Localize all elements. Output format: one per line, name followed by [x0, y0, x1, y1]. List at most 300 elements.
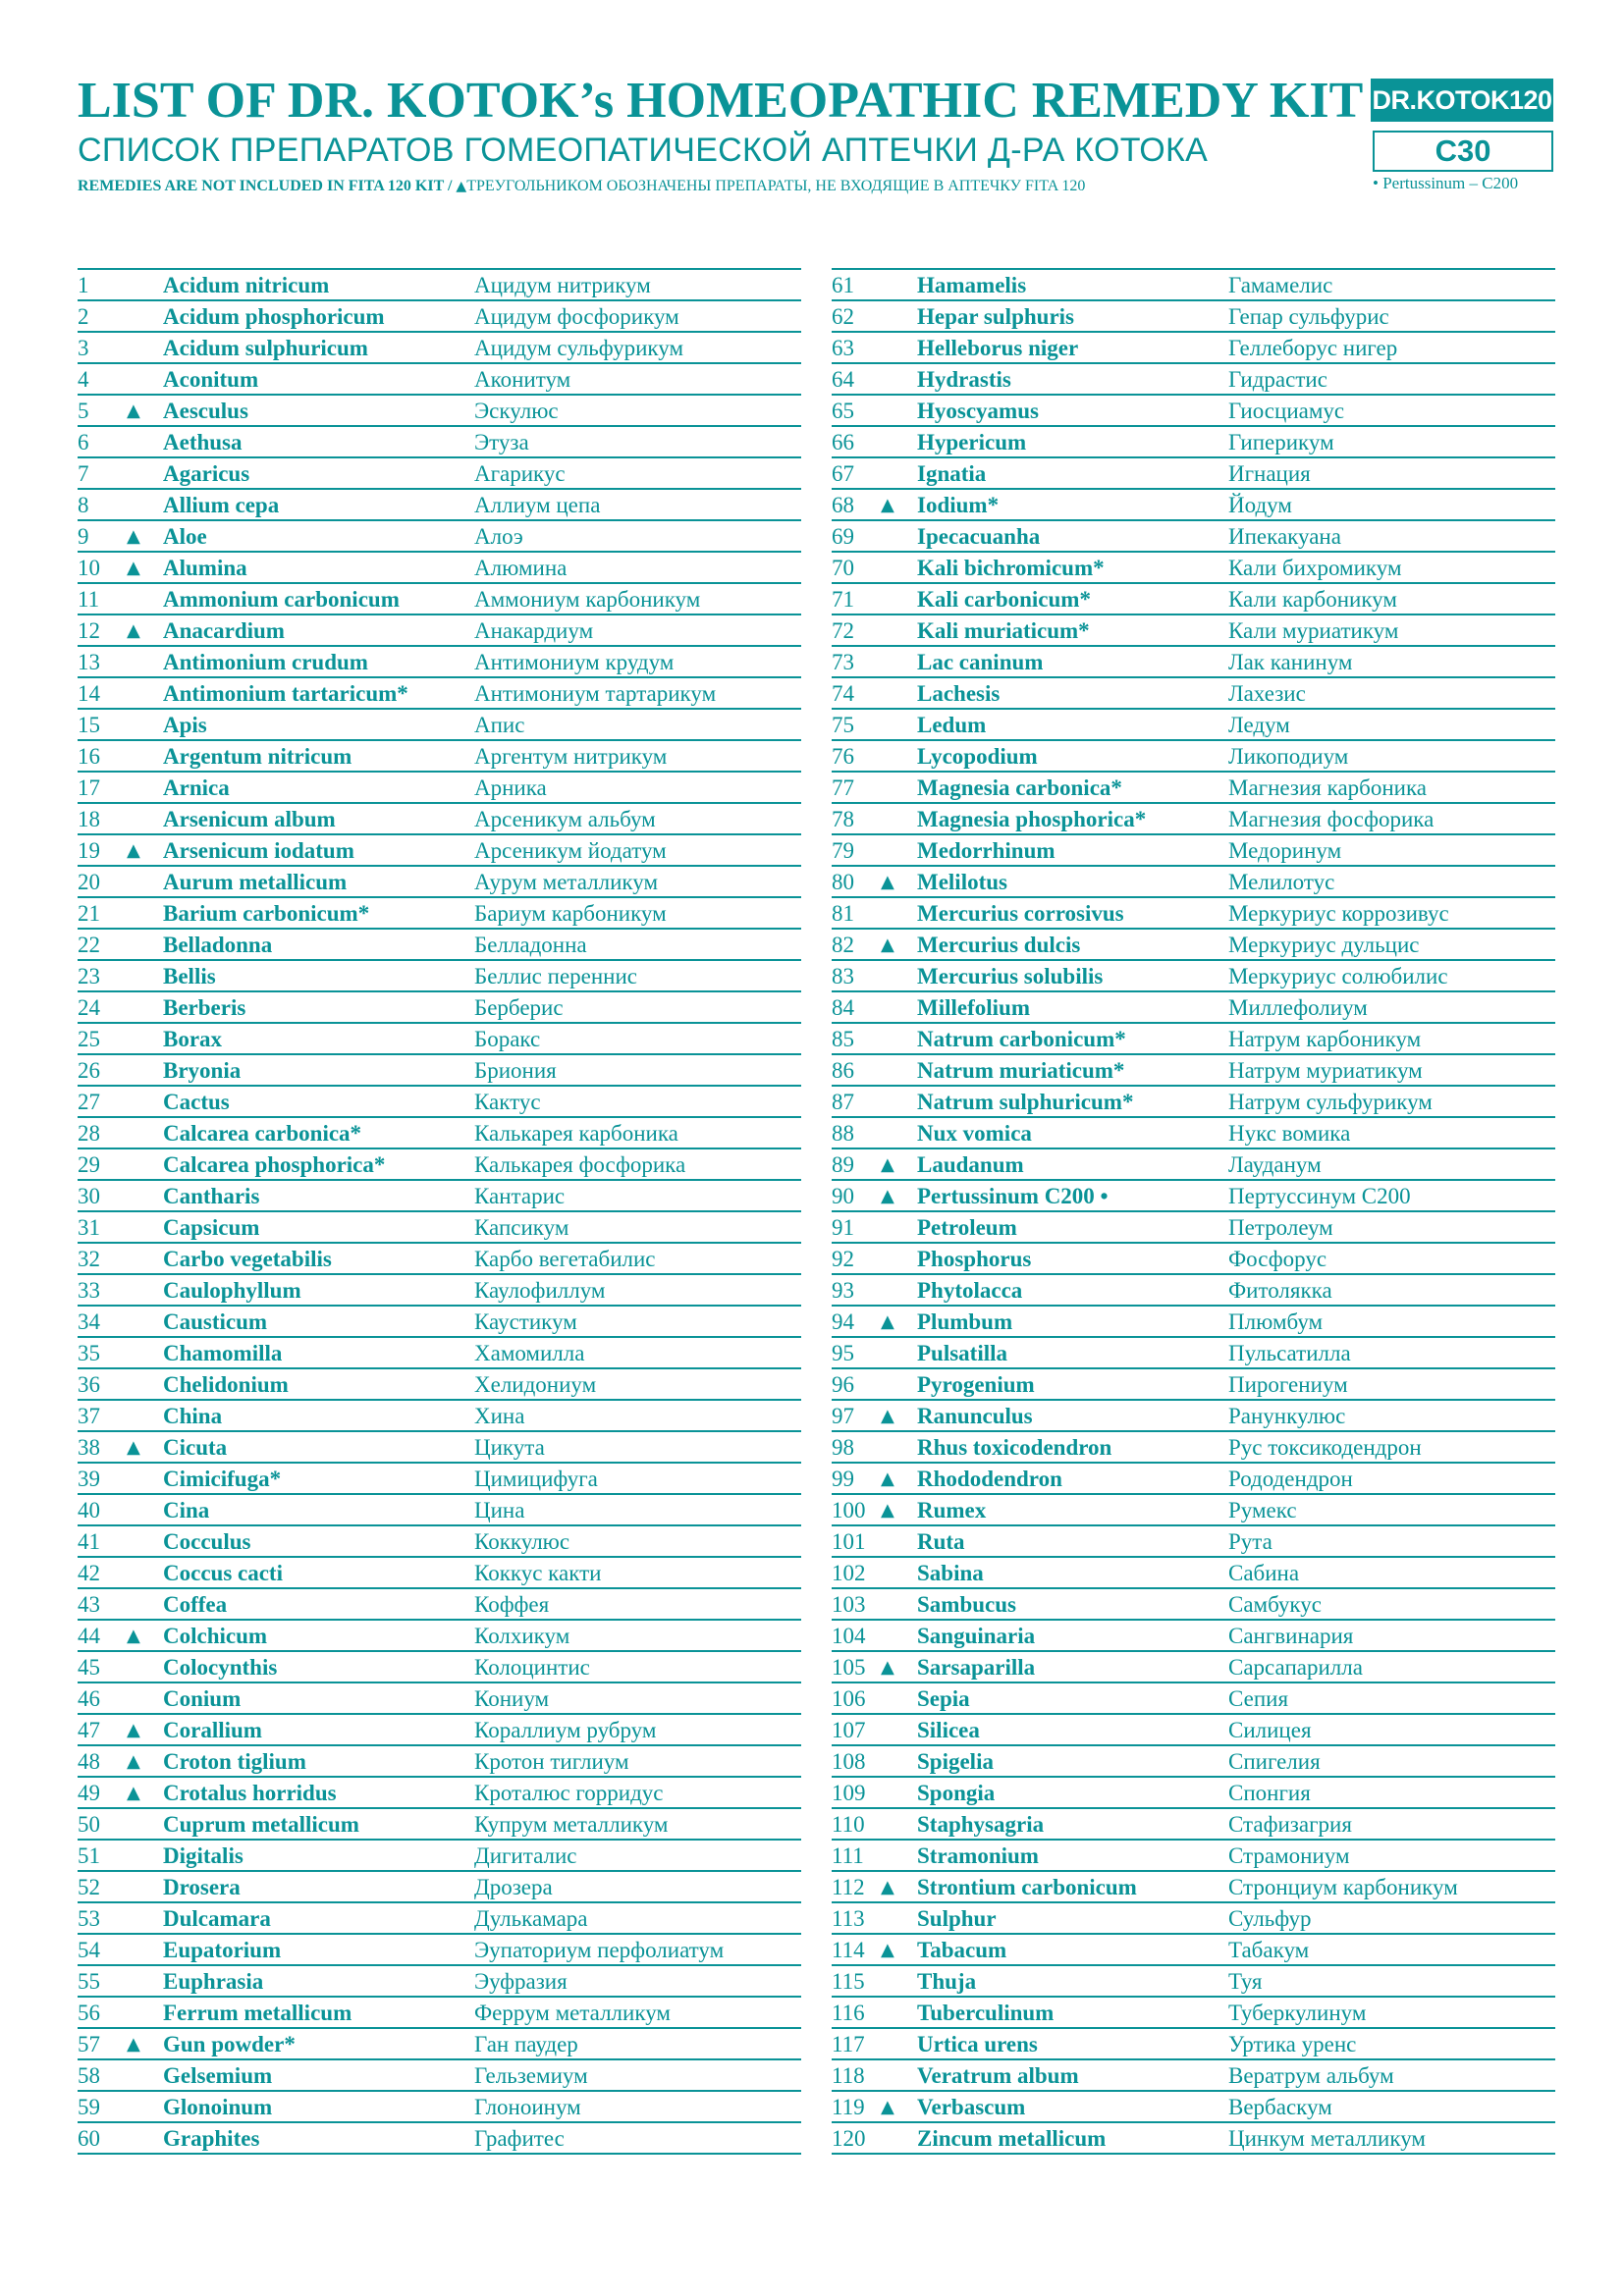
remedy-russian-name: Аллиум цепа	[474, 493, 601, 517]
remedy-latin-name: Natrum sulphuricum*	[917, 1090, 1134, 1114]
remedy-number: 64	[832, 367, 854, 392]
remedy-number: 81	[832, 901, 854, 926]
remedy-latin-name: Crotalus horridus	[163, 1781, 337, 1805]
remedy-latin-name: Coffea	[163, 1592, 228, 1617]
remedy-row	[78, 1149, 801, 1181]
remedy-number: 34	[78, 1309, 100, 1334]
remedy-russian-name: Анакардиум	[474, 618, 594, 643]
remedy-russian-name: Пертуссинум С200	[1228, 1184, 1411, 1208]
remedy-latin-name: Barium carbonicum*	[163, 901, 370, 926]
remedy-latin-name: Staphysagria	[917, 1812, 1045, 1837]
remedy-number: 30	[78, 1184, 100, 1208]
remedy-row	[78, 1369, 801, 1401]
remedy-row	[832, 427, 1555, 458]
remedy-russian-name: Спонгия	[1228, 1781, 1311, 1805]
remedy-russian-name: Графитес	[474, 2126, 565, 2151]
remedy-row	[78, 930, 801, 961]
remedy-russian-name: Миллефолиум	[1228, 995, 1368, 1020]
remedy-row	[78, 898, 801, 930]
remedy-row	[832, 930, 1555, 961]
remedy-row	[78, 396, 801, 427]
remedy-number: 48	[78, 1749, 100, 1774]
remedy-number: 8	[78, 493, 89, 517]
remedy-row	[78, 1998, 801, 2029]
remedy-russian-name: Колоцинтис	[474, 1655, 590, 1680]
remedy-russian-name: Каулофиллум	[474, 1278, 606, 1303]
remedy-latin-name: Causticum	[163, 1309, 268, 1334]
remedy-russian-name: Медоринум	[1228, 838, 1342, 863]
remedy-row	[832, 1244, 1555, 1275]
remedy-russian-name: Аммониум карбоникум	[474, 587, 701, 612]
remedy-latin-name: Lac caninum	[917, 650, 1044, 674]
remedy-row	[832, 835, 1555, 867]
remedy-latin-name: Cicuta	[163, 1435, 228, 1460]
remedy-number: 94	[832, 1309, 854, 1334]
remedy-row	[78, 1495, 801, 1526]
remedy-latin-name: Chamomilla	[163, 1341, 283, 1365]
remedy-russian-name: Фитолякка	[1228, 1278, 1332, 1303]
remedy-number: 83	[832, 964, 854, 988]
remedy-row	[832, 1809, 1555, 1841]
remedy-number: 67	[832, 461, 854, 486]
remedy-russian-name: Рута	[1228, 1529, 1272, 1554]
remedy-row	[78, 1118, 801, 1149]
remedy-row	[832, 1841, 1555, 1872]
potency-box: C30	[1373, 131, 1553, 172]
remedy-row	[78, 804, 801, 835]
remedy-number: 15	[78, 713, 100, 737]
remedy-number: 102	[832, 1561, 866, 1585]
not-included-triangle-icon: ▲	[881, 495, 894, 515]
remedy-latin-name: Caulophyllum	[163, 1278, 301, 1303]
remedy-russian-name: Дулькамара	[474, 1906, 588, 1931]
remedy-latin-name: Cocculus	[163, 1529, 251, 1554]
remedy-russian-name: Эупаториум перфолиатум	[474, 1938, 725, 1962]
remedy-row	[78, 1432, 801, 1464]
remedy-latin-name: Kali bichromicum*	[917, 556, 1105, 580]
remedy-row	[78, 1809, 801, 1841]
remedy-russian-name: Стронциум карбоникум	[1228, 1875, 1458, 1899]
remedy-russian-name: Арника	[474, 775, 547, 800]
remedy-number: 120	[832, 2126, 866, 2151]
not-included-triangle-icon: ▲	[127, 620, 140, 641]
remedy-number: 47	[78, 1718, 100, 1742]
remedy-latin-name: Aconitum	[163, 367, 259, 392]
remedy-russian-name: Алоэ	[474, 524, 523, 549]
remedy-number: 106	[832, 1686, 866, 1711]
remedy-latin-name: Cantharis	[163, 1184, 260, 1208]
not-included-triangle-icon: ▲	[881, 1940, 894, 1960]
remedy-latin-name: Aesculus	[163, 399, 248, 423]
remedy-latin-name: Millefolium	[917, 995, 1030, 1020]
remedy-russian-name: Кантарис	[474, 1184, 566, 1208]
potency-note: • Pertussinum – C200	[1373, 174, 1519, 192]
remedy-number: 90	[832, 1184, 854, 1208]
page-title-russian: СПИСОК ПРЕПАРАТОВ ГОМЕОПАТИЧЕСКОЙ АПТЕЧКИ Д-РА КОТОКА	[78, 132, 1209, 169]
remedy-russian-name: Цимицифуга	[474, 1467, 598, 1491]
remedy-russian-name: Ликоподиум	[1228, 744, 1349, 769]
remedy-number: 86	[832, 1058, 854, 1083]
remedy-latin-name: Ranunculus	[917, 1404, 1033, 1428]
remedy-row	[78, 427, 801, 458]
remedy-number: 109	[832, 1781, 866, 1805]
remedy-row	[832, 396, 1555, 427]
remedy-row	[832, 553, 1555, 584]
remedy-russian-name: Хамомилла	[474, 1341, 585, 1365]
remedy-row	[832, 490, 1555, 521]
remedy-number: 118	[832, 2063, 865, 2088]
remedy-latin-name: Mercurius corrosivus	[917, 901, 1124, 926]
remedy-russian-name: Дигиталис	[474, 1843, 577, 1868]
remedy-row	[832, 710, 1555, 741]
remedy-row	[832, 1055, 1555, 1087]
remedy-number: 26	[78, 1058, 100, 1083]
remedy-row	[78, 1841, 801, 1872]
remedy-row	[832, 1683, 1555, 1715]
remedy-row	[832, 1935, 1555, 1966]
remedy-latin-name: Medorrhinum	[917, 838, 1056, 863]
remedy-latin-name: Gun powder*	[163, 2032, 296, 2056]
remedy-row	[78, 301, 801, 333]
remedy-russian-name: Антимониум крудум	[474, 650, 675, 674]
remedy-number: 40	[78, 1498, 100, 1522]
remedy-latin-name: Croton tiglium	[163, 1749, 306, 1774]
remedy-russian-name: Мелилотус	[1228, 870, 1335, 894]
remedy-latin-name: Hypericum	[917, 430, 1027, 454]
remedy-russian-name: Гепар сульфурис	[1228, 304, 1389, 329]
remedy-number: 52	[78, 1875, 100, 1899]
remedy-russian-name: Йодум	[1228, 493, 1292, 517]
remedy-latin-name: Sabina	[917, 1561, 984, 1585]
remedy-russian-name: Антимониум тартарикум	[474, 681, 717, 706]
remedy-number: 13	[78, 650, 100, 674]
remedy-latin-name: Phytolacca	[917, 1278, 1023, 1303]
remedy-number: 38	[78, 1435, 100, 1460]
remedy-number: 33	[78, 1278, 100, 1303]
remedy-latin-name: Pertussinum C200 •	[917, 1184, 1109, 1208]
remedy-number: 59	[78, 2095, 100, 2119]
remedy-latin-name: Thuja	[917, 1969, 977, 1994]
remedy-latin-name: Carbo vegetabilis	[163, 1247, 332, 1271]
remedy-latin-name: Chelidonium	[163, 1372, 289, 1397]
remedy-russian-name: Пирогениум	[1228, 1372, 1348, 1397]
remedy-latin-name: Antimonium crudum	[163, 650, 368, 674]
remedy-number: 108	[832, 1749, 866, 1774]
remedy-row	[78, 647, 801, 678]
remedy-russian-name: Страмониум	[1228, 1843, 1350, 1868]
remedy-latin-name: Euphrasia	[163, 1969, 264, 1994]
remedy-number: 68	[832, 493, 854, 517]
remedy-number: 63	[832, 336, 854, 360]
remedy-number: 35	[78, 1341, 100, 1365]
not-included-triangle-icon: ▲	[881, 1877, 894, 1897]
remedy-latin-name: Alumina	[163, 556, 247, 580]
remedy-number: 61	[832, 273, 854, 297]
remedy-russian-name: Петролеум	[1228, 1215, 1333, 1240]
remedy-russian-name: Меркуриус дульцис	[1228, 933, 1420, 957]
remedy-number: 89	[832, 1152, 854, 1177]
remedy-latin-name: Melilotus	[917, 870, 1007, 894]
remedy-number: 91	[832, 1215, 854, 1240]
remedy-row	[78, 584, 801, 615]
remedy-russian-name: Апис	[474, 713, 525, 737]
remedy-latin-name: Arsenicum album	[163, 807, 336, 831]
remedy-row	[78, 1181, 801, 1212]
remedy-latin-name: Aethusa	[163, 430, 243, 454]
remedy-row	[78, 1715, 801, 1746]
not-included-triangle-icon: ▲	[127, 1437, 140, 1458]
remedy-russian-name: Капсикум	[474, 1215, 569, 1240]
remedy-russian-name: Гиперикум	[1228, 430, 1334, 454]
remedy-number: 73	[832, 650, 854, 674]
remedy-row	[832, 1715, 1555, 1746]
remedy-number: 112	[832, 1875, 865, 1899]
remedy-latin-name: Nux vomica	[917, 1121, 1032, 1146]
remedy-latin-name: China	[163, 1404, 223, 1428]
remedy-number: 72	[832, 618, 854, 643]
remedy-number: 56	[78, 2001, 100, 2025]
remedy-row	[78, 1935, 801, 1966]
remedy-number: 11	[78, 587, 100, 612]
remedy-row	[832, 1464, 1555, 1495]
remedy-number: 119	[832, 2095, 865, 2119]
remedy-latin-name: Rumex	[917, 1498, 987, 1522]
remedy-row	[832, 1589, 1555, 1621]
remedy-latin-name: Arsenicum iodatum	[163, 838, 354, 863]
remedy-row	[832, 2060, 1555, 2092]
remedy-latin-name: Allium cepa	[163, 493, 280, 517]
remedy-latin-name: Bellis	[163, 964, 216, 988]
remedy-russian-name: Цина	[474, 1498, 525, 1522]
remedy-number: 117	[832, 2032, 865, 2056]
remedy-number: 44	[78, 1624, 100, 1648]
remedy-row	[832, 1558, 1555, 1589]
remedy-latin-name: Antimonium tartaricum*	[163, 681, 408, 706]
not-included-triangle-icon: ▲	[881, 1311, 894, 1332]
remedy-russian-name: Гельземиум	[474, 2063, 588, 2088]
remedy-latin-name: Spigelia	[917, 1749, 994, 1774]
remedy-russian-name: Беллис переннис	[474, 964, 637, 988]
remedy-row	[832, 804, 1555, 835]
remedy-row	[832, 2029, 1555, 2060]
remedy-latin-name: Laudanum	[917, 1152, 1024, 1177]
remedy-row	[832, 1998, 1555, 2029]
remedy-russian-name: Туберкулинум	[1228, 2001, 1367, 2025]
remedy-latin-name: Digitalis	[163, 1843, 244, 1868]
remedy-russian-name: Хелидониум	[474, 1372, 597, 1397]
remedy-latin-name: Graphites	[163, 2126, 260, 2151]
remedy-row	[78, 1526, 801, 1558]
remedy-latin-name: Tabacum	[917, 1938, 1007, 1962]
remedy-number: 31	[78, 1215, 100, 1240]
remedy-number: 101	[832, 1529, 866, 1554]
remedy-number: 78	[832, 807, 854, 831]
remedy-russian-name: Гидрастис	[1228, 367, 1327, 392]
remedy-number: 21	[78, 901, 100, 926]
remedy-number: 49	[78, 1781, 100, 1805]
brand-badge: DR.KOTOK120	[1371, 79, 1553, 122]
remedy-row	[832, 992, 1555, 1024]
remedy-latin-name: Corallium	[163, 1718, 262, 1742]
remedy-row	[78, 1683, 801, 1715]
remedy-latin-name: Silicea	[917, 1718, 980, 1742]
remedy-number: 60	[78, 2126, 100, 2151]
remedy-row	[78, 678, 801, 710]
remedy-row	[832, 1966, 1555, 1998]
remedy-russian-name: Берберис	[474, 995, 564, 1020]
remedy-row	[78, 1212, 801, 1244]
remedy-russian-name: Геллеборус нигер	[1228, 336, 1398, 360]
not-included-triangle-icon: ▲	[881, 1186, 894, 1206]
remedy-latin-name: Ammonium carbonicum	[163, 587, 400, 612]
remedy-row	[78, 710, 801, 741]
remedy-russian-name: Ледум	[1228, 713, 1290, 737]
remedy-row	[78, 1746, 801, 1778]
remedy-row	[832, 1495, 1555, 1526]
remedy-row	[832, 1652, 1555, 1683]
remedy-latin-name: Lachesis	[917, 681, 1001, 706]
remedy-latin-name: Phosphorus	[917, 1247, 1032, 1271]
remedy-russian-name: Сульфур	[1228, 1906, 1312, 1931]
remedy-russian-name: Колхикум	[474, 1624, 570, 1648]
remedy-row	[78, 773, 801, 804]
remedy-number: 58	[78, 2063, 100, 2088]
remedy-number: 99	[832, 1467, 854, 1491]
remedy-number: 45	[78, 1655, 100, 1680]
remedy-latin-name: Belladonna	[163, 933, 273, 957]
remedy-latin-name: Glonoinum	[163, 2095, 273, 2119]
remedy-number: 113	[832, 1906, 865, 1931]
remedy-russian-name: Стафизагрия	[1228, 1812, 1352, 1837]
remedy-latin-name: Natrum muriaticum*	[917, 1058, 1125, 1083]
remedy-row	[78, 333, 801, 364]
remedy-row	[832, 1903, 1555, 1935]
not-included-triangle-icon: ▲	[881, 934, 894, 955]
remedy-latin-name: Petroleum	[917, 1215, 1017, 1240]
remedy-row	[78, 867, 801, 898]
remedy-latin-name: Sulphur	[917, 1906, 997, 1931]
remedy-number: 100	[832, 1498, 866, 1522]
remedy-latin-name: Dulcamara	[163, 1906, 271, 1931]
remedy-number: 55	[78, 1969, 100, 1994]
remedy-row	[78, 1307, 801, 1338]
remedy-row	[832, 1526, 1555, 1558]
remedy-row	[832, 333, 1555, 364]
remedy-russian-name: Рододендрон	[1228, 1467, 1353, 1491]
remedy-latin-name: Strontium carbonicum	[917, 1875, 1137, 1899]
remedy-latin-name: Helleborus niger	[917, 336, 1079, 360]
remedy-number: 65	[832, 399, 854, 423]
remedy-number: 80	[832, 870, 854, 894]
remedy-russian-name: Силицея	[1228, 1718, 1312, 1742]
remedy-number: 88	[832, 1121, 854, 1146]
not-included-triangle-icon: ▲	[127, 558, 140, 578]
remedy-number: 87	[832, 1090, 854, 1114]
remedy-row	[832, 270, 1555, 301]
remedy-russian-name: Белладонна	[474, 933, 587, 957]
remedy-latin-name: Natrum carbonicum*	[917, 1027, 1126, 1051]
remedy-latin-name: Ipecacuanha	[917, 524, 1041, 549]
remedy-russian-name: Сепия	[1228, 1686, 1289, 1711]
remedy-latin-name: Zincum metallicum	[917, 2126, 1107, 2151]
subtitle-russian: ТРЕУГОЛЬНИКОМ ОБОЗНАЧЕНЫ ПРЕПАРАТЫ, НЕ ВХОДЯЩИЕ В АПТЕЧКУ FITA 120	[466, 178, 1086, 194]
remedy-number: 2	[78, 304, 89, 329]
remedy-number: 16	[78, 744, 100, 769]
remedy-row	[78, 1087, 801, 1118]
remedy-number: 105	[832, 1655, 866, 1680]
remedy-number: 22	[78, 933, 100, 957]
remedy-row	[78, 1966, 801, 1998]
remedy-row	[832, 1212, 1555, 1244]
remedy-number: 37	[78, 1404, 100, 1428]
remedy-russian-name: Кораллиум рубрум	[474, 1718, 657, 1742]
remedy-row	[832, 898, 1555, 930]
remedy-russian-name: Цинкум металликум	[1228, 2126, 1426, 2151]
remedy-latin-name: Verbascum	[917, 2095, 1026, 2119]
remedy-number: 25	[78, 1027, 100, 1051]
not-included-triangle-icon: ▲	[127, 2034, 140, 2055]
remedy-number: 7	[78, 461, 89, 486]
remedy-russian-name: Арсеникум йодатум	[474, 838, 667, 863]
remedy-row	[78, 741, 801, 773]
remedy-russian-name: Меркуриус солюбилис	[1228, 964, 1448, 988]
remedy-latin-name: Tuberculinum	[917, 2001, 1055, 2025]
remedy-number: 50	[78, 1812, 100, 1837]
remedy-latin-name: Coccus cacti	[163, 1561, 283, 1585]
remedy-number: 116	[832, 2001, 865, 2025]
remedy-row	[832, 1432, 1555, 1464]
remedy-number: 3	[78, 336, 89, 360]
remedy-russian-name: Аурум металликум	[474, 870, 659, 894]
remedy-russian-name: Бриония	[474, 1058, 557, 1083]
remedy-latin-name: Ferrum metallicum	[163, 2001, 352, 2025]
remedy-row	[78, 1244, 801, 1275]
remedy-latin-name: Hyoscyamus	[917, 399, 1039, 423]
remedy-latin-name: Apis	[163, 713, 207, 737]
remedy-number: 24	[78, 995, 100, 1020]
remedy-row	[832, 458, 1555, 490]
remedy-number: 74	[832, 681, 854, 706]
remedy-russian-name: Фосфорус	[1228, 1247, 1327, 1271]
remedy-latin-name: Kali muriaticum*	[917, 618, 1090, 643]
remedy-row	[832, 2123, 1555, 2155]
remedy-latin-name: Sambucus	[917, 1592, 1016, 1617]
remedy-latin-name: Bryonia	[163, 1058, 242, 1083]
remedy-number: 111	[832, 1843, 864, 1868]
remedy-russian-name: Лауданум	[1228, 1152, 1322, 1177]
remedy-row	[832, 1181, 1555, 1212]
remedy-russian-name: Плюмбум	[1228, 1309, 1324, 1334]
remedy-latin-name: Cimicifuga*	[163, 1467, 282, 1491]
remedy-russian-name: Кали муриатикум	[1228, 618, 1399, 643]
remedy-number: 69	[832, 524, 854, 549]
remedy-row	[78, 1024, 801, 1055]
remedy-latin-name: Sepia	[917, 1686, 970, 1711]
remedy-latin-name: Ledum	[917, 713, 987, 737]
remedy-latin-name: Arnica	[163, 775, 230, 800]
remedy-list-left	[78, 268, 801, 2155]
remedy-latin-name: Drosera	[163, 1875, 241, 1899]
remedy-latin-name: Hydrastis	[917, 367, 1011, 392]
remedy-latin-name: Berberis	[163, 995, 246, 1020]
remedy-row	[832, 584, 1555, 615]
remedy-russian-name: Коккус какти	[474, 1561, 602, 1585]
remedy-row	[78, 458, 801, 490]
remedy-russian-name: Эуфразия	[474, 1969, 568, 1994]
remedy-row	[832, 773, 1555, 804]
remedy-latin-name: Eupatorium	[163, 1938, 282, 1962]
remedy-row	[78, 1338, 801, 1369]
